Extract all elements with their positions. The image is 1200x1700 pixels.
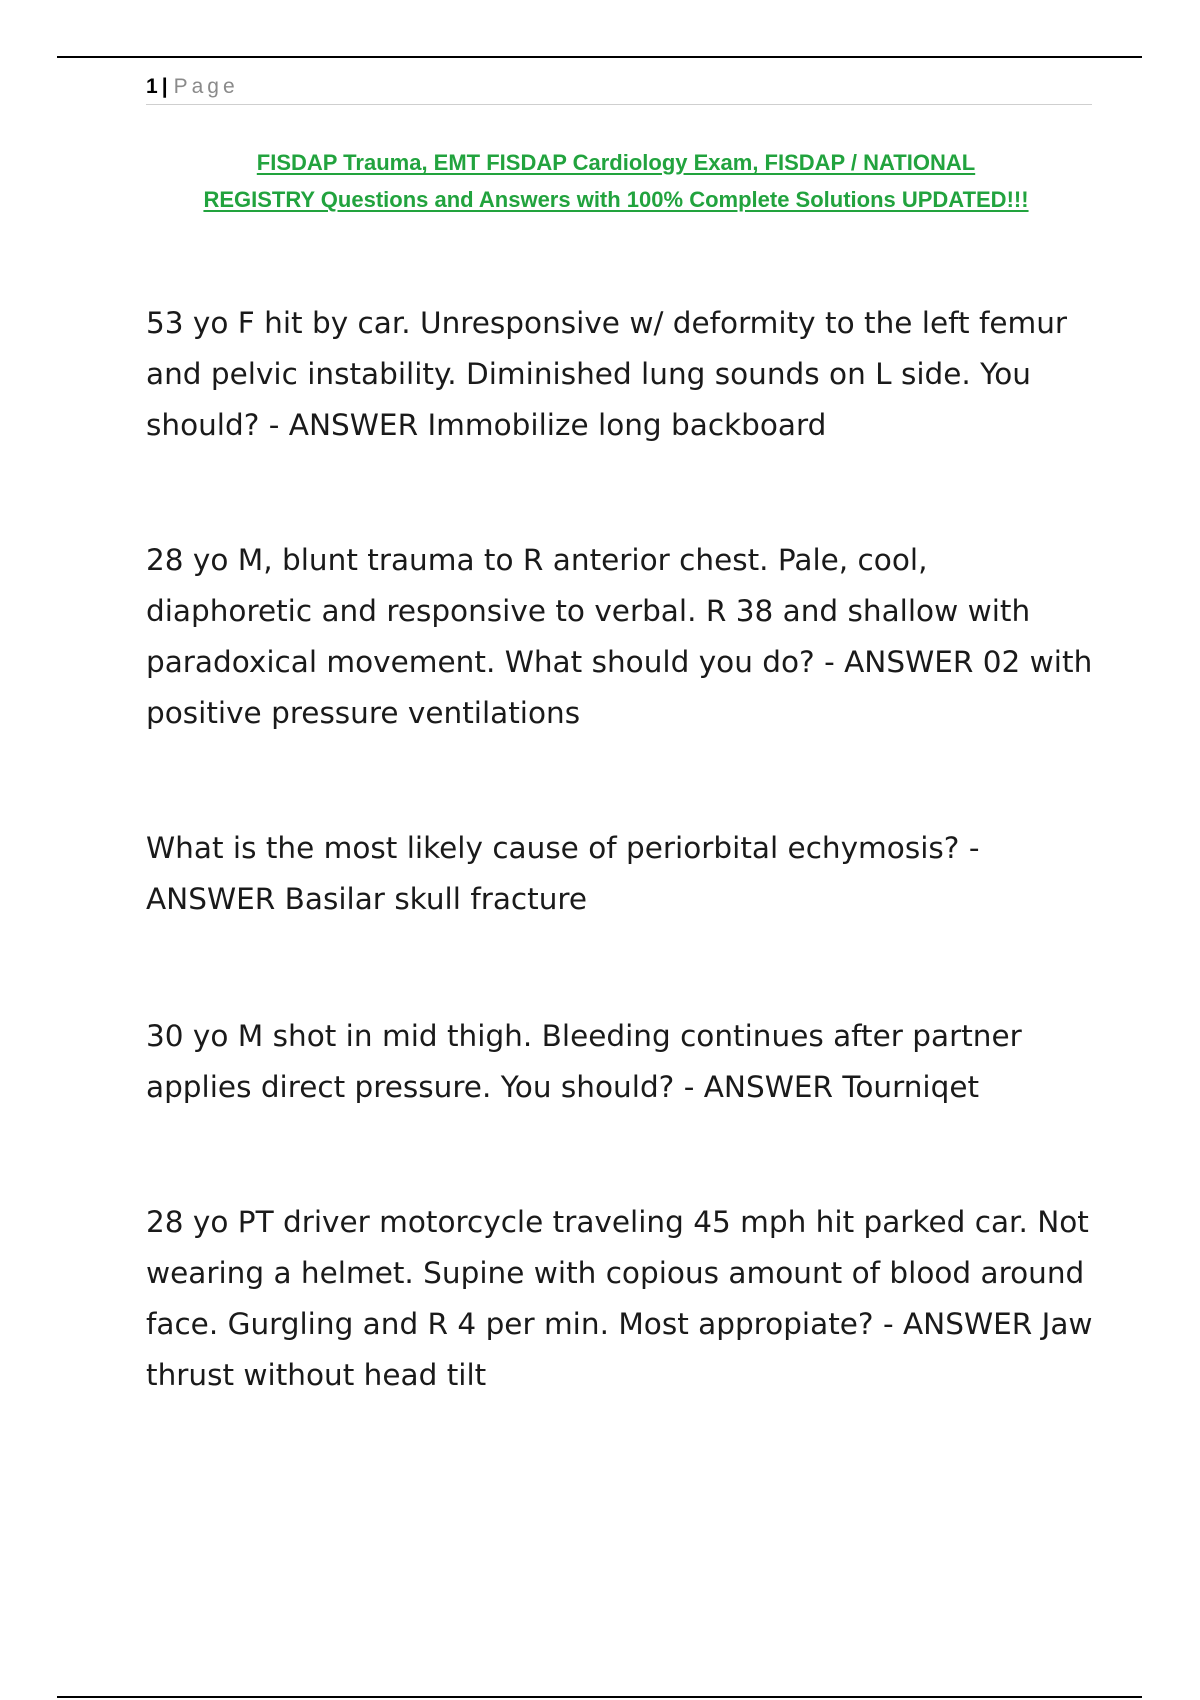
- qa-item-3: What is the most likely cause of periorbital echymosis? - ANSWER Basilar skull fracture: [146, 831, 980, 916]
- document-title: [140, 144, 1092, 218]
- page-header: [146, 74, 1092, 105]
- page-number: 1: [146, 75, 158, 98]
- question-answer-list: [146, 298, 1096, 1401]
- qa-item-4: 30 yo M shot in mid thigh. Bleeding continues after partner applies direct pressure. You should? - ANSWER Tourniqet: [146, 1019, 1022, 1104]
- qa-item-5: 28 yo PT driver motorcycle traveling 45 mph hit parked car. Not wearing a helmet. Supine with copious amount of blood around face. Gurgling and R 4 per min. Most appropiate? - ANSWER Jaw thrust without head tilt: [146, 1205, 1093, 1392]
- document-title-line-2: REGISTRY Questions and Answers with 100% Complete Solutions UPDATED!!!: [203, 187, 1029, 212]
- qa-item-2: 28 yo M, blunt trauma to R anterior chest. Pale, cool, diaphoretic and responsive to verbal. R 38 and shallow with paradoxical movement. What should you do? - ANSWER 02 with positive pressure ventilations: [146, 543, 1093, 730]
- page-label: Page: [173, 75, 239, 98]
- bottom-page-rule: [57, 1696, 1142, 1698]
- document-title-line-1: FISDAP Trauma, EMT FISDAP Cardiology Exam, FISDAP / NATIONAL: [256, 150, 976, 175]
- qa-item-1: 53 yo F hit by car. Unresponsive w/ deformity to the left femur and pelvic instability. Diminished lung sounds on L side. You should? - ANSWER Immobilize long backboard: [146, 306, 1068, 442]
- page-separator: |: [161, 75, 168, 98]
- top-page-rule: [57, 56, 1142, 58]
